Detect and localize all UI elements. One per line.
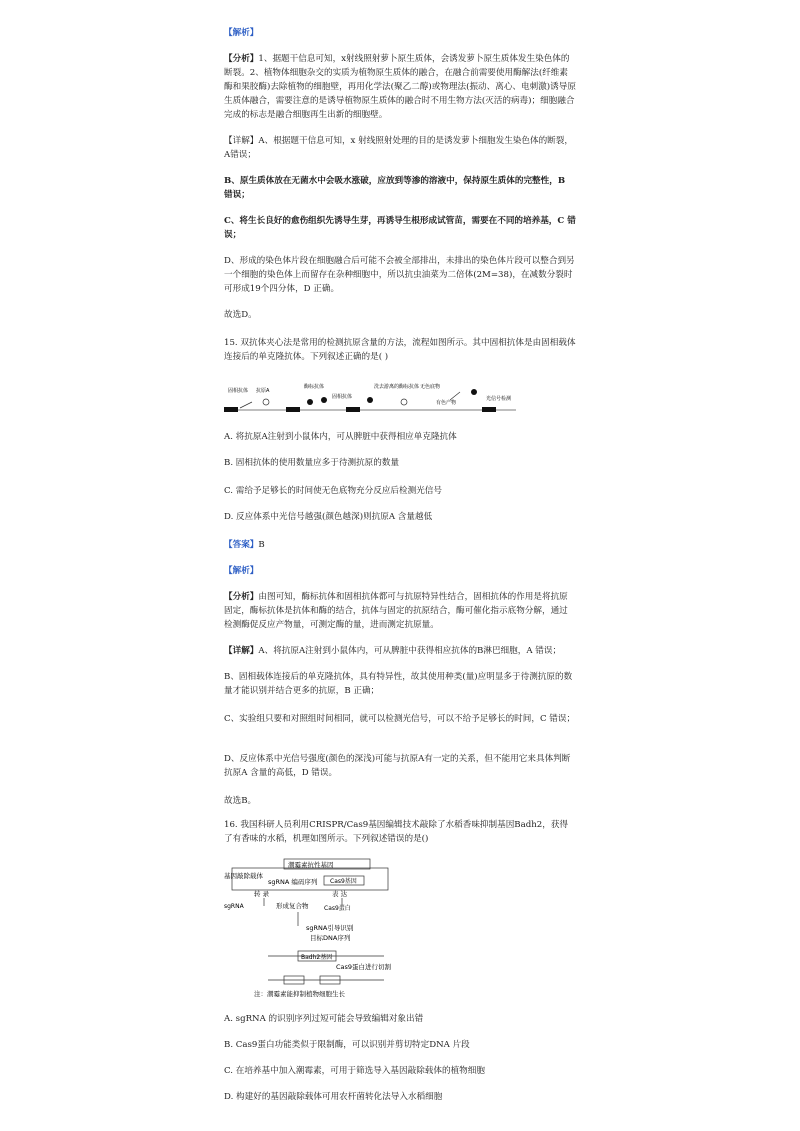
fig2-label-sgrna: sgRNA — [224, 903, 244, 910]
answer-value: B — [258, 540, 265, 550]
fig1-label-product: 有色产物 — [436, 400, 457, 406]
fig2-label-hygromycin: 潮霉素抗性基因 — [288, 861, 334, 869]
fig1-label-solid-antibody: 固相抗体 — [228, 388, 249, 394]
q15-figure — [224, 378, 524, 420]
fig1-label-antigen: 抗原A — [256, 388, 270, 394]
analysis-tag: 【解析】 — [224, 28, 259, 38]
q16-option-a: A. sgRNA 的识别序列过短可能会导致编辑对象出错 — [224, 1014, 424, 1024]
fig2-label-sgrna-seq: sgRNA 编码序列 — [268, 878, 318, 886]
s1-detail-a — [224, 134, 576, 162]
fig2-label-cas9-protein: Cas9蛋白 — [324, 905, 351, 912]
s1-option-b: B、原生质体放在无菌水中会吸水涨破，应放到等渗的溶液中，保持原生质体的完整性，B 错误； — [224, 176, 566, 200]
q15-option-a: A. 将抗原A注射到小鼠体内，可从脾脏中获得相应单克隆抗体 — [224, 432, 457, 442]
q15-option-d: D. 反应体系中光信号越强(颜色越深)则抗原A 含量越低 — [224, 512, 433, 522]
fig2-label-guide: sgRNA引导识别 — [306, 924, 354, 932]
analysis-tag: 【解析】 — [224, 566, 259, 576]
s2-option-d: D、反应体系中光信号强度(颜色的深浅)可能与抗原A有一定的关系，但不能用它来具体判断抗原A 含量的高低，D 错误。 — [224, 754, 571, 778]
s1-option-d: D、形成的染色体片段在细胞融合后可能不会被全部排出，未排出的染色体片段可以整合到另一个细胞的染色体上而留存在杂种细胞中，所以抗虫油菜为二倍体(2M=38)，在减数分裂时可形成19个四分体，D 正确。 — [224, 256, 575, 294]
fig2-label-complex: 形成复合物 — [276, 902, 309, 910]
answer-tag: 【答案】 — [224, 540, 259, 550]
s2-detail-a — [224, 644, 576, 658]
q15-stem: 15. 双抗体夹心法是常用的检测抗原含量的方法，流程如图所示。其中固相抗体是由固相载体连接后的单克隆抗体。下列叙述正确的是( ) — [224, 338, 576, 362]
q16-stem: 16. 我国科研人员利用CRISPR/Cas9基因编辑技术敲除了水稻香味抑制基因Badh2，获得了有香味的水稻，机理如图所示。下列叙述错误的是() — [224, 820, 569, 844]
detail-a-text: A、根据题干信息可知，x 射线照射处理的目的是诱发萝卜细胞发生染色体的断裂，A错误； — [224, 136, 573, 160]
analysis-text: 由图可知，酶标抗体和固相抗体都可与抗原特异性结合，固相抗体的作用是将抗原固定，酶标抗体是抗体和酶的结合，抗体与固定的抗原结合，酶可催化指示底物分解，通过检测酶促反应产物量，可测定酶的量，进而测定抗原量。 — [224, 592, 568, 630]
s1-option-c: C、将生长良好的愈伤组织先诱导生芽，再诱导生根形成试管苗，需要在不同的培养基，C 错误； — [224, 216, 576, 240]
detail-a-text: A、将抗原A注射到小鼠体内，可从脾脏中获得相应抗体的B淋巴细胞，A 错误； — [258, 646, 562, 656]
answer-line — [224, 538, 576, 552]
q15-option-c: C. 需给予足够长的时间使无色底物充分反应后检测光信号 — [224, 486, 442, 496]
q15-option-b: B. 固相抗体的使用数量应多于待测抗原的数量 — [224, 458, 400, 468]
s2-option-b: B、固相载体连接后的单克隆抗体，具有特异性，故其使用种类(量)应明显多于待测抗原的数量才能识别并结合更多的抗原，B 正确； — [224, 672, 573, 696]
q16-option-d: D. 构建好的基因敲除载体可用农杆菌转化法导入水稻细胞 — [224, 1092, 443, 1102]
fig1-label-substrate: 无色底物 — [420, 384, 441, 390]
section1-heading — [224, 26, 576, 40]
analysis-label: 【分析】 — [224, 54, 259, 64]
fig2-label-note: 注：潮霉素能抑制植物细胞生长 — [254, 990, 345, 998]
s2-analysis — [224, 590, 576, 632]
analysis-text: 1、据题干信息可知，x射线照射萝卜原生质体，会诱发萝卜原生质体发生染色体的断裂。2、植物体细胞杂交的实质为植物原生质体的融合，在融合前需要使用酶解法(纤维素酶和果胶酶)去除植物的细胞壁，再用化学法(聚乙二醇)或物理法(振动、离心、电刺激)诱导原生质体融合，需要注意的是诱导植物原生质体的融合时不用生物方法(灭活的病毒)；细胞融合完成的标志是融合细胞再生出新的细胞壁。 — [224, 54, 576, 120]
fig2-label-cas9-gene: Cas9基因 — [330, 878, 357, 885]
detail-label: 【详解】 — [224, 136, 259, 146]
analysis-label: 【分析】 — [224, 592, 259, 602]
fig2-label-badh2: Badh2基因 — [301, 954, 333, 961]
fig2-label-knockout-vector: 基因敲除载体 — [224, 872, 263, 880]
detail-label: 【详解】 — [224, 646, 259, 656]
q16-option-b: B. Cas9蛋白功能类似于限制酶，可以识别并剪切特定DNA 片段 — [224, 1040, 470, 1050]
s1-conclusion: 故选D。 — [224, 310, 257, 320]
fig2-label-target: 目标DNA序列 — [310, 934, 351, 942]
s1-analysis — [224, 52, 576, 122]
fig2-label-expression: 表 达 — [332, 890, 348, 898]
fig1-label-enzyme-antibody: 酶标抗体 — [304, 384, 325, 390]
fig1-label-signal: 光信号检测 — [486, 396, 512, 402]
fig2-label-cut: Cas9蛋白进行切割 — [336, 963, 392, 971]
fig1-label-wash: 洗去游离的酶标抗体 — [374, 384, 420, 390]
section2-heading — [224, 564, 576, 578]
fig2-label-transcription: 转 录 — [254, 890, 270, 898]
s2-option-c: C、实验组只要和对照组时间相同，就可以检测光信号，可以不给予足够长的时间，C 错误； — [224, 714, 576, 724]
q16-option-c: C. 在培养基中加入潮霉素，可用于筛选导入基因敲除载体的植物细胞 — [224, 1066, 485, 1076]
s2-conclusion: 故选B。 — [224, 796, 257, 806]
q16-figure — [224, 856, 404, 1000]
fig1-label-solid: 固相抗体 — [332, 394, 353, 400]
